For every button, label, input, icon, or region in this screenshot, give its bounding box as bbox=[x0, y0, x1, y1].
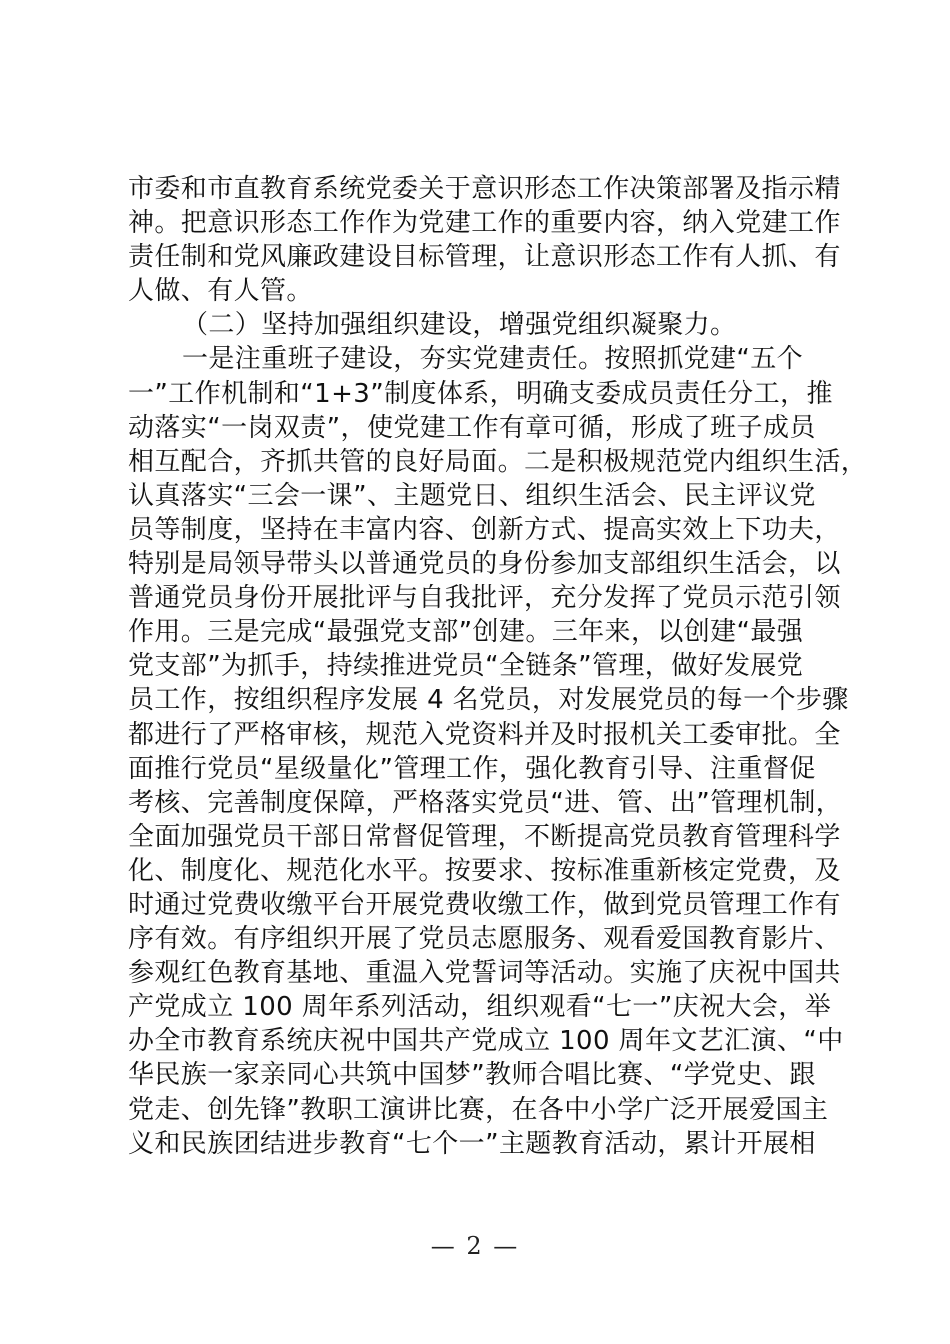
text-line: 特别是局领导带头以普通党员的身份参加支部组织生活会，以 bbox=[128, 549, 841, 580]
text-line: 义和民族团结进步教育“七个一”主题教育活动，累计开展相 bbox=[128, 1128, 816, 1159]
text-line: 面推行党员“星级量化”管理工作，强化教育引导、注重督促 bbox=[128, 753, 816, 784]
text-line: 神。把意识形态工作作为党建工作的重要内容，纳入党建工作 bbox=[128, 208, 841, 239]
text-line: 华民族一家亲同心共筑中国梦”教师合唱比赛、“学党史、跟 bbox=[128, 1060, 816, 1091]
text-line: 普通党员身份开展批评与自我批评，充分发挥了党员示范引领 bbox=[128, 583, 841, 614]
text-line: 员工作，按组织程序发展 4 名党员，对发展党员的每一个步骤 bbox=[128, 685, 849, 716]
text-line: 员等制度，坚持在丰富内容、创新方式、提高实效上下功夫， bbox=[128, 514, 841, 545]
text-line: 一是注重班子建设，夯实党建责任。按照抓党建“五个 bbox=[182, 344, 804, 375]
text-line: 序有效。有序组织开展了党员志愿服务、观看爱国教育影片、 bbox=[128, 924, 841, 955]
text-line: 考核、完善制度保障，严格落实党员“进、管、出”管理机制， bbox=[128, 787, 843, 818]
text-line: 认真落实“三会一课”、主题党日、组织生活会、民主评议党 bbox=[128, 480, 816, 511]
text-line: 市委和市直教育系统党委关于意识形态工作决策部署及指示精 bbox=[128, 174, 841, 204]
text-line: 时通过党费收缴平台开展党费收缴工作，做到党员管理工作有 bbox=[128, 889, 841, 920]
text-line: 人做、有人管。 bbox=[128, 276, 313, 307]
text-line: 动落实“一岗双责”，使党建工作有章可循，形成了班子成员 bbox=[128, 412, 816, 443]
text-line: 一”工作机制和“1+3”制度体系，明确支委成员责任分工，推 bbox=[128, 378, 833, 409]
text-line: 产党成立 100 周年系列活动，组织观看“七一”庆祝大会，举 bbox=[128, 992, 832, 1023]
page-number: — 2 — bbox=[430, 1232, 520, 1260]
text-line: 党走、创先锋”教职工演讲比赛，在各中小学广泛开展爱国主 bbox=[128, 1094, 829, 1125]
text-line: 责任制和党风廉政建设目标管理，让意识形态工作有人抓、有 bbox=[128, 242, 841, 273]
text-line: 相互配合，齐抓共管的良好局面。二是积极规范党内组织生活， bbox=[128, 446, 868, 477]
text-line: 办全市教育系统庆祝中国共产党成立 100 周年文艺汇演、“中 bbox=[128, 1026, 844, 1057]
text-line: 参观红色教育基地、重温入党誓词等活动。实施了庆祝中国共 bbox=[128, 958, 841, 989]
section-heading: （二）坚持加强组织建设，增强党组织凝聚力。 bbox=[182, 310, 737, 341]
text-line: 党支部”为抓手，持续推进党员“全链条”管理，做好发展党 bbox=[128, 651, 804, 682]
text-line: 化、制度化、规范化水平。按要求、按标准重新核定党费，及 bbox=[128, 855, 841, 886]
body-text bbox=[128, 172, 868, 1161]
text-line: 作用。三是完成“最强党支部”创建。三年来，以创建“最强 bbox=[128, 617, 804, 648]
text-line: 全面加强党员干部日常督促管理，不断提高党员教育管理科学 bbox=[128, 821, 841, 852]
text-line: 都进行了严格审核，规范入党资料并及时报机关工委审批。全 bbox=[128, 719, 841, 750]
